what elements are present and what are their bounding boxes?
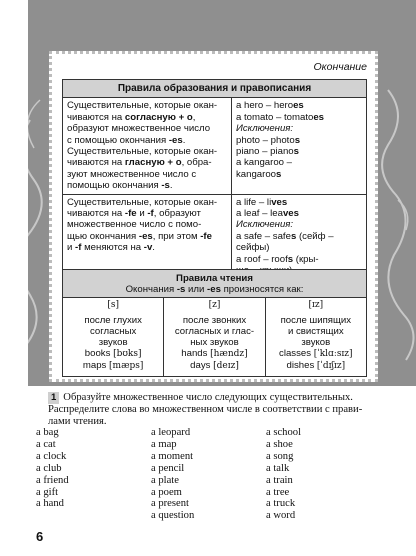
text-segment: Существительные, которые окан- — [67, 146, 218, 158]
text-segment: щью окончания — [67, 230, 139, 242]
example-word: books — [84, 348, 114, 360]
text-line — [67, 197, 227, 208]
text-line — [67, 100, 227, 111]
exercise-word: a friend — [36, 474, 69, 486]
text-segment: чиваются на — [67, 111, 125, 123]
example-transcription: [deɪz] — [213, 361, 239, 372]
reading-rule-example — [66, 360, 160, 372]
reading-rules-header — [63, 270, 366, 298]
phonetic-symbol: [z] — [208, 300, 221, 311]
exercise-word: a tree — [266, 486, 290, 498]
text-segment: s — [290, 230, 297, 242]
exercise-word: a plate — [151, 474, 179, 486]
phonetic-symbol: [ɪz] — [308, 300, 324, 311]
exercise-instruction-line-3: лами чтения. — [48, 416, 107, 428]
example-transcription: [mæps] — [109, 361, 144, 372]
text-line — [67, 123, 227, 134]
exercise-instruction-line-1: Образуйте множественное число следующих существительных. — [63, 392, 353, 403]
rule-o-ending-examples — [232, 98, 367, 194]
text-segment: a kangaroo – — [236, 157, 293, 169]
text-segment: -es — [207, 284, 221, 296]
rules-table-header: Правила образования и правописания — [63, 80, 367, 98]
text-line — [67, 180, 227, 191]
text-segment: с помощью окончания — [67, 134, 169, 146]
text-segment: помощью окончания — [67, 180, 162, 192]
exercise-word: a song — [266, 450, 294, 462]
text-segment: -fe — [200, 230, 212, 242]
text-segment: Исключения: — [236, 219, 294, 231]
exercise-word: a moment — [151, 450, 194, 462]
text-segment: a leaf – lea — [236, 208, 283, 220]
text-line — [67, 208, 227, 219]
text-line — [236, 197, 362, 208]
text-segment: гласную + o — [124, 157, 182, 169]
text-segment: photo – photo — [236, 134, 295, 146]
exercise-word: a map — [151, 438, 177, 450]
text-line — [236, 219, 362, 230]
rule-f-ending-examples — [232, 194, 367, 279]
text-segment: , обра- — [181, 157, 212, 169]
left-page-margin — [0, 0, 28, 556]
exercise-word: a train — [266, 474, 293, 486]
text-segment: . — [169, 180, 173, 192]
text-segment: s — [294, 134, 301, 146]
example-word: hands — [181, 348, 211, 360]
text-segment: -fe — [124, 208, 137, 220]
text-segment: piano – piano — [236, 146, 294, 158]
text-segment: или — [185, 284, 208, 296]
text-segment: меняются на — [81, 242, 144, 254]
example-transcription: [bʊks] — [113, 349, 142, 360]
exercise-instruction-line-2: Распределите слова во множественном числе в соответствии с прави- — [48, 404, 363, 416]
text-segment: s — [293, 146, 299, 158]
text-line — [67, 146, 227, 157]
reading-rules-title: Правила чтения — [176, 273, 253, 284]
text-line — [236, 169, 362, 180]
text-line — [67, 242, 227, 253]
reading-rule-example — [167, 360, 261, 372]
text-segment: -s — [176, 284, 186, 296]
reading-column-s — [63, 298, 164, 375]
text-segment: s — [287, 253, 294, 265]
exercise-word: a hand — [36, 498, 64, 510]
exercise-word: a present — [151, 498, 189, 510]
reading-rules-subtitle — [65, 284, 364, 295]
reading-column-z — [164, 298, 265, 375]
reading-rule-description: после звонких — [182, 314, 247, 326]
text-segment: a safe – safe — [236, 230, 291, 242]
reading-rule-description: после глухих — [84, 314, 142, 326]
phonetic-symbol: [s] — [107, 300, 119, 311]
text-segment: a hero – hero — [236, 100, 294, 112]
reading-rule-description: согласных — [90, 325, 137, 337]
reading-rules-columns — [63, 298, 366, 375]
text-line — [236, 231, 362, 254]
text-line — [236, 112, 362, 123]
exercise-word: a shoe — [266, 438, 293, 450]
text-line — [236, 254, 362, 265]
example-transcription: [ˈklɑːsɪz] — [313, 349, 353, 360]
text-segment: Существительные, которые окан- — [67, 100, 218, 112]
rule-f-ending-text — [63, 194, 232, 279]
exercise-word: a cat — [36, 438, 56, 450]
word-list — [36, 427, 386, 522]
text-line — [67, 112, 227, 123]
text-segment: kangaroo — [236, 168, 277, 180]
text-segment: (сейф – сейфы) — [236, 230, 334, 254]
reading-rule-description: после шипящих — [280, 314, 352, 326]
text-segment: ves — [282, 208, 299, 220]
text-segment: es — [293, 100, 304, 112]
text-segment: ves — [271, 196, 288, 208]
example-word: maps — [82, 360, 110, 372]
exercise-word: a school — [266, 427, 302, 438]
text-segment: согласную + o — [124, 111, 193, 123]
text-segment: . — [152, 242, 155, 254]
text-line — [67, 135, 227, 146]
reading-rule-example — [66, 348, 160, 360]
text-segment: (кры- — [293, 253, 319, 265]
text-line — [236, 146, 362, 157]
exercise-word: a club — [36, 462, 62, 474]
reading-column-iz — [266, 298, 366, 375]
text-segment: , при этом — [152, 230, 201, 242]
text-line — [67, 231, 227, 242]
text-line — [67, 169, 227, 180]
text-segment: , — [192, 111, 196, 123]
text-line — [236, 100, 362, 111]
text-segment: и — [136, 208, 148, 220]
text-segment: -v — [143, 242, 153, 254]
text-segment: -es — [168, 134, 183, 146]
reading-rule-example — [269, 348, 363, 360]
reading-rule-description: и свистящих — [287, 325, 344, 337]
exercise-word: a truck — [266, 498, 296, 510]
exercise-word: a gift — [36, 486, 59, 498]
exercise-word: a bag — [36, 427, 59, 438]
text-line — [236, 208, 362, 219]
text-segment: a tomato – tomato — [236, 111, 314, 123]
text-segment: es — [313, 111, 324, 123]
text-segment: зуют множественное число с — [67, 168, 197, 180]
text-segment: -es — [138, 230, 153, 242]
text-line — [67, 157, 227, 168]
exercise-number: 1 — [48, 392, 59, 404]
text-segment: чиваются на — [67, 208, 125, 220]
continuation-caption: Окончание — [313, 61, 367, 73]
rules-table — [62, 79, 367, 280]
text-line — [236, 135, 362, 146]
text-segment: s — [276, 168, 282, 180]
reading-rule-description: ных звуков — [190, 337, 239, 349]
text-segment: -f — [147, 208, 154, 220]
text-segment: a roof – roof — [236, 253, 288, 265]
text-segment: образуют множественное число — [67, 123, 211, 135]
text-segment: произносятся как: — [220, 284, 304, 296]
reading-rule-description: звуков — [301, 337, 331, 349]
reading-rule-example — [269, 360, 363, 372]
text-line — [236, 123, 362, 134]
text-segment: Исключения: — [236, 123, 294, 135]
text-segment: и — [67, 242, 76, 254]
example-word: dishes — [286, 360, 317, 372]
text-segment: множественное число с помо- — [67, 219, 202, 231]
text-line — [67, 219, 227, 230]
text-segment: , образуют — [153, 208, 201, 220]
text-segment: Окончания — [125, 284, 177, 296]
exercise-word: a clock — [36, 450, 67, 462]
decorative-swirl-right — [378, 0, 416, 386]
exercise-word: a question — [151, 510, 195, 522]
word-column-3 — [266, 427, 381, 522]
rules-frame — [49, 51, 378, 382]
exercise-word: a leopard — [151, 427, 191, 438]
text-segment: чиваются на — [67, 157, 125, 169]
exercise-word: a pencil — [151, 462, 185, 474]
example-word: classes — [279, 348, 314, 360]
example-transcription: [ˈdɪʃɪz] — [316, 361, 346, 372]
example-word: days — [190, 360, 214, 372]
text-segment: Существительные, которые окан- — [67, 196, 218, 208]
text-segment: -f — [75, 242, 82, 254]
exercise-word: a poem — [151, 486, 182, 498]
text-segment: -s — [161, 180, 170, 192]
exercise-instruction — [48, 392, 378, 429]
exercise-word: a word — [266, 510, 296, 522]
text-segment: . — [182, 134, 186, 146]
reading-rules-box — [62, 269, 367, 377]
example-transcription: [hændz] — [210, 349, 248, 360]
reading-rule-example — [167, 348, 261, 360]
reading-rule-description: согласных и глас- — [174, 325, 255, 337]
reading-rule-description: звуков — [98, 337, 128, 349]
text-line — [236, 157, 362, 168]
exercise-word: a talk — [266, 462, 290, 474]
page-number: 6 — [36, 529, 44, 544]
text-segment: a life – li — [236, 196, 272, 208]
word-column-2 — [151, 427, 266, 522]
rule-o-ending-text — [63, 98, 232, 194]
word-column-1 — [36, 427, 151, 522]
